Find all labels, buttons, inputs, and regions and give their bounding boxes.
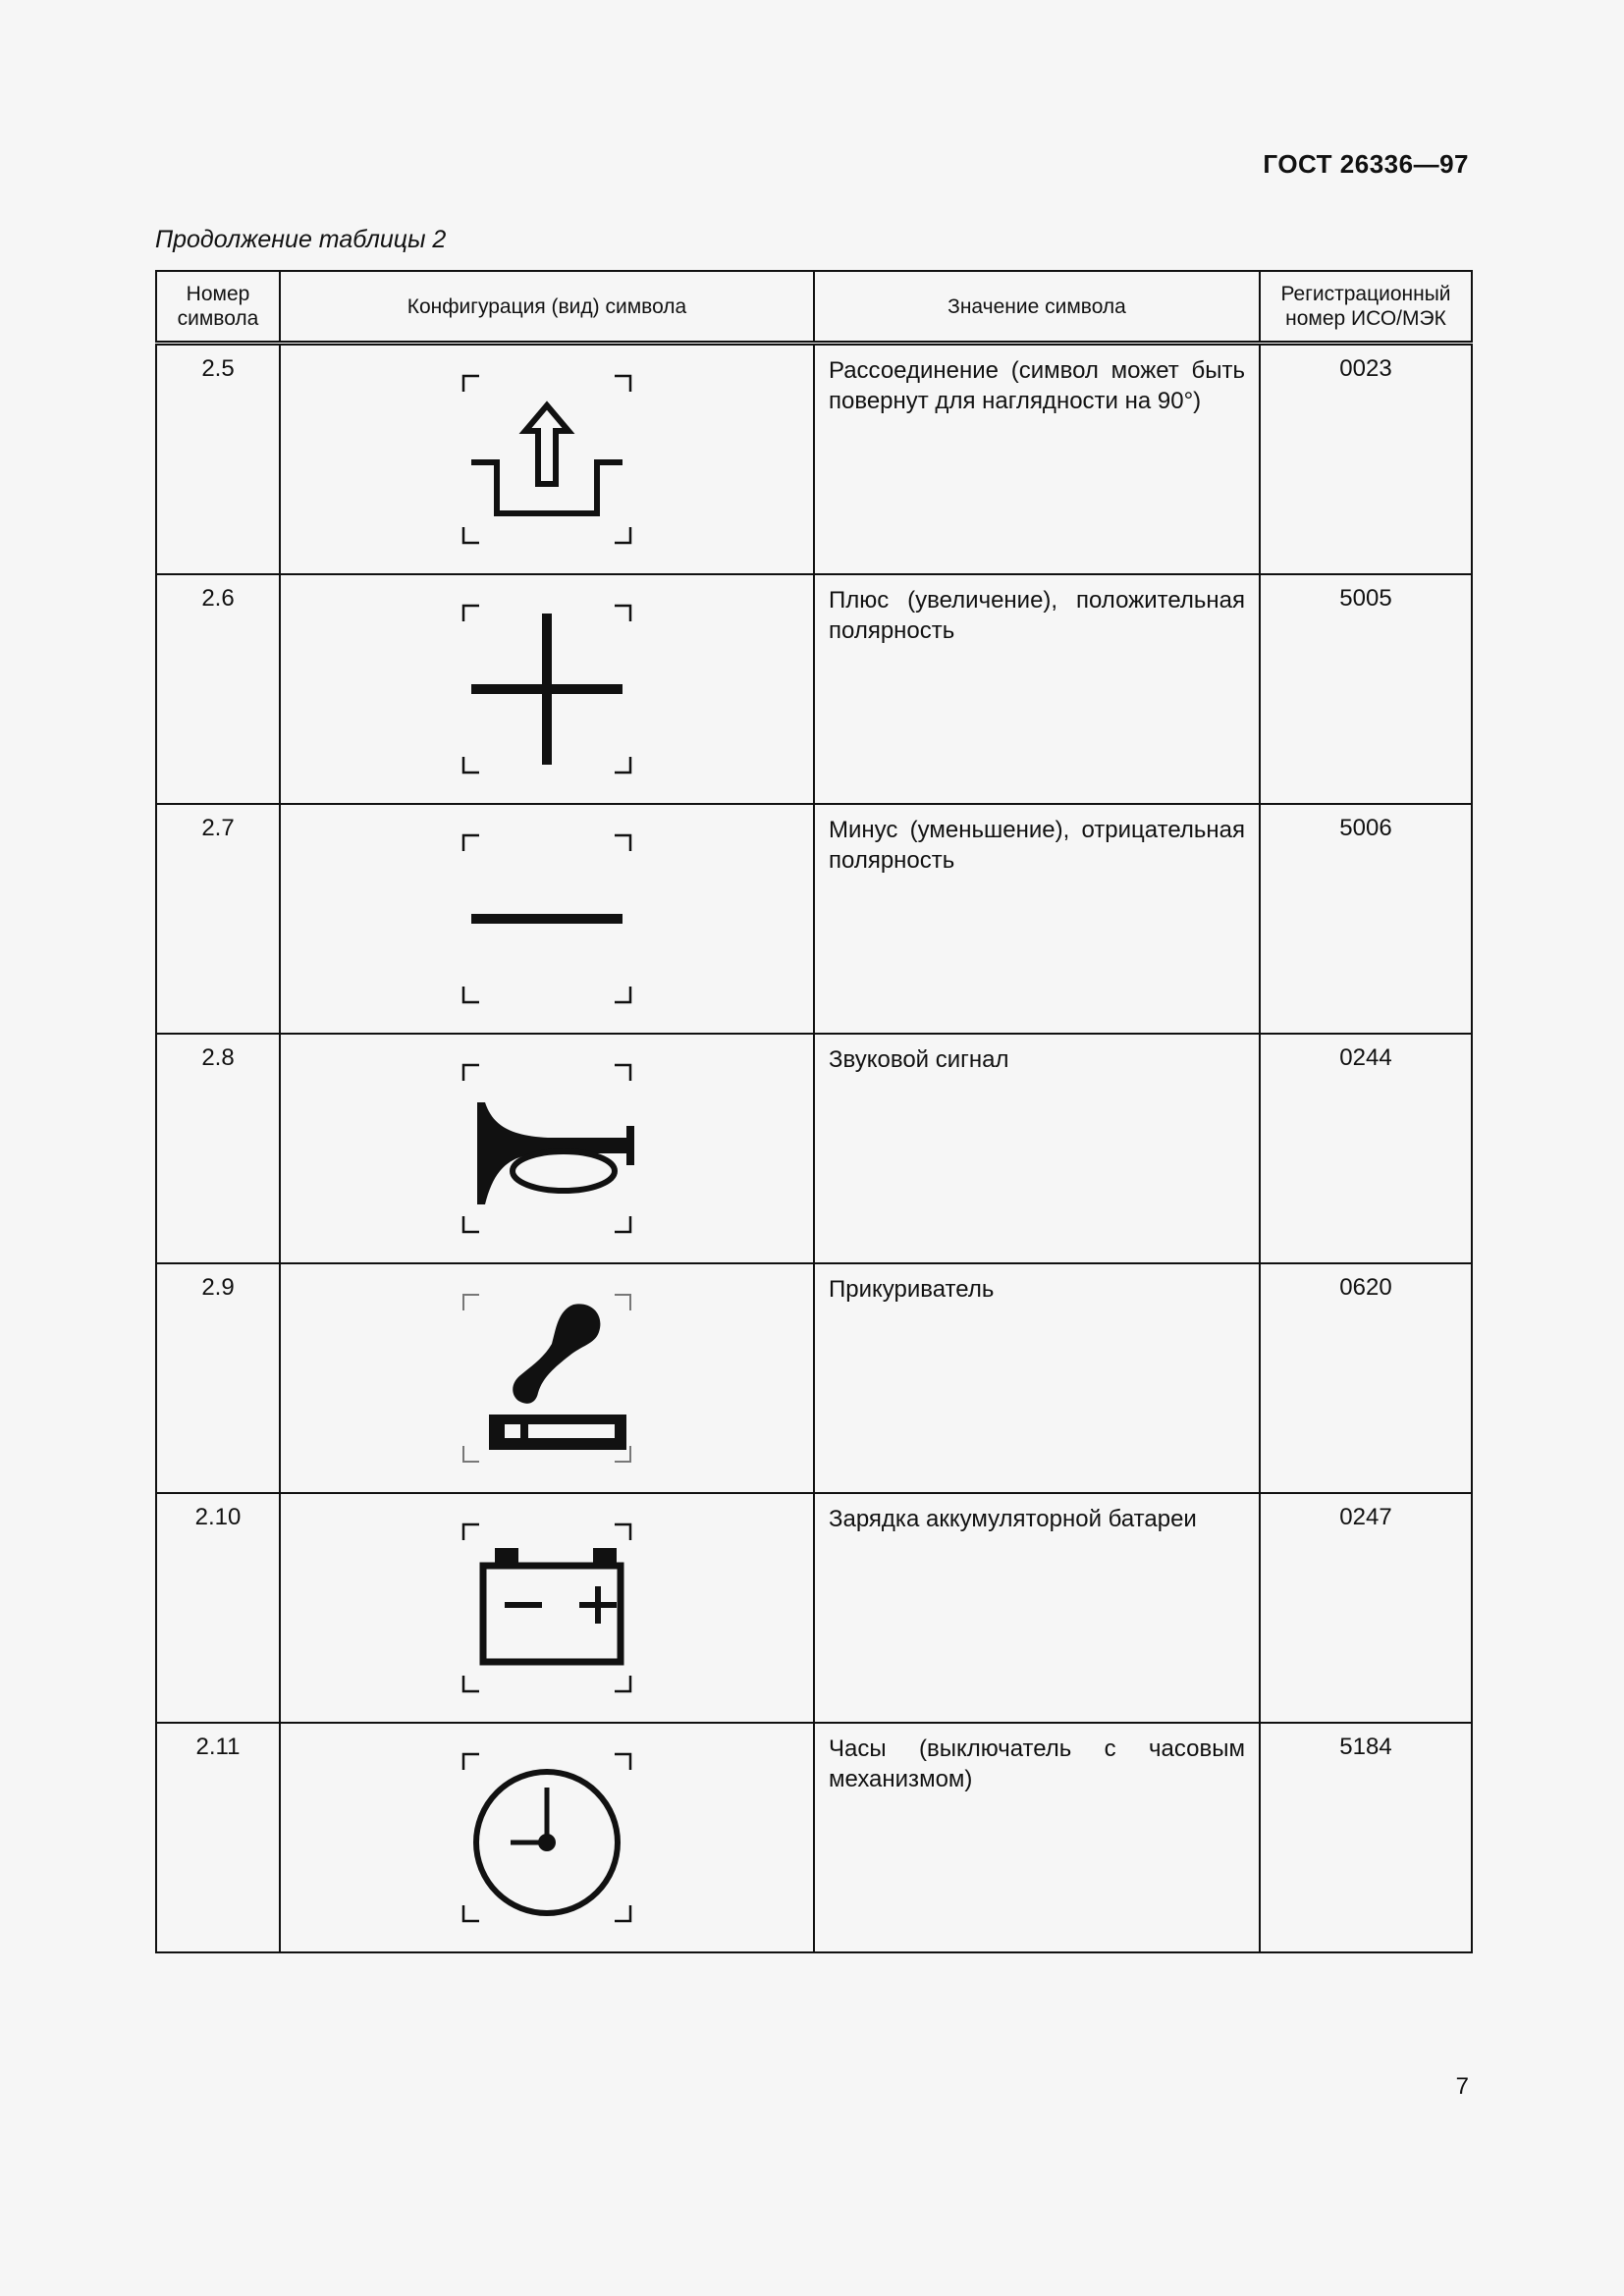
table-row <box>156 1723 1472 1952</box>
symbol-number: 2.8 <box>156 1034 280 1263</box>
table-row <box>156 1034 1472 1263</box>
symbol-meaning: Минус (уменьшение), отрицательная полярность <box>814 804 1260 1034</box>
registration-number: 0247 <box>1260 1493 1472 1723</box>
table-row <box>156 344 1472 575</box>
symbols-table <box>155 270 1473 1953</box>
table-caption: Продолжение таблицы 2 <box>155 226 447 253</box>
table-header-row <box>156 271 1472 344</box>
header-number: Номер символа <box>156 271 280 344</box>
symbol-meaning: Рассоединение (символ может быть повернут для наглядности на 90°) <box>814 344 1260 575</box>
registration-number: 5005 <box>1260 574 1472 804</box>
symbol-configuration <box>280 344 814 575</box>
minus-icon <box>454 826 640 1012</box>
registration-number: 0244 <box>1260 1034 1472 1263</box>
symbol-meaning: Часы (выключатель с часовым механизмом) <box>814 1723 1260 1952</box>
symbol-number: 2.5 <box>156 344 280 575</box>
symbol-configuration <box>280 1034 814 1263</box>
symbol-meaning: Плюс (увеличение), положительная полярность <box>814 574 1260 804</box>
plus-icon <box>454 596 640 782</box>
symbol-configuration <box>280 804 814 1034</box>
symbol-number: 2.11 <box>156 1723 280 1952</box>
table-row <box>156 1263 1472 1493</box>
cigarette-lighter-icon <box>454 1285 640 1471</box>
registration-number: 5184 <box>1260 1723 1472 1952</box>
symbol-configuration <box>280 574 814 804</box>
standard-code: ГОСТ 26336—97 <box>1263 149 1469 179</box>
horn-icon <box>454 1055 640 1242</box>
symbol-number: 2.9 <box>156 1263 280 1493</box>
registration-number: 5006 <box>1260 804 1472 1034</box>
table-row <box>156 574 1472 804</box>
page-number: 7 <box>1455 2073 1469 2100</box>
symbol-configuration <box>280 1723 814 1952</box>
header-configuration: Конфигурация (вид) символа <box>280 271 814 344</box>
symbol-number: 2.10 <box>156 1493 280 1723</box>
symbol-configuration <box>280 1493 814 1723</box>
symbol-meaning: Звуковой сигнал <box>814 1034 1260 1263</box>
header-meaning: Значение символа <box>814 271 1260 344</box>
table-row <box>156 1493 1472 1723</box>
disconnect-icon <box>454 366 640 553</box>
symbol-meaning: Прикуриватель <box>814 1263 1260 1493</box>
clock-icon <box>454 1744 640 1931</box>
header-registration: Регистрационный номер ИСО/МЭК <box>1260 271 1472 344</box>
symbol-number: 2.7 <box>156 804 280 1034</box>
symbol-configuration <box>280 1263 814 1493</box>
symbol-meaning: Зарядка аккумуляторной батареи <box>814 1493 1260 1723</box>
registration-number: 0620 <box>1260 1263 1472 1493</box>
table-row <box>156 804 1472 1034</box>
registration-number: 0023 <box>1260 344 1472 575</box>
symbol-number: 2.6 <box>156 574 280 804</box>
battery-charging-icon <box>454 1515 640 1701</box>
